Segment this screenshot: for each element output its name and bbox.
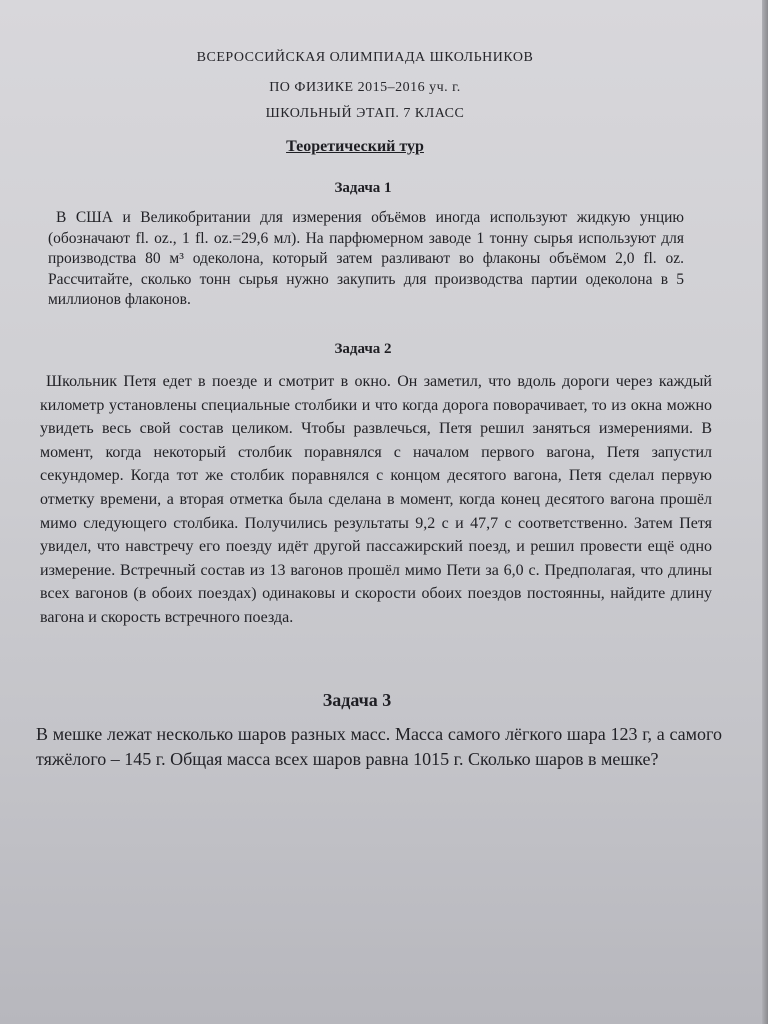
task-3-text: В мешке лежат несколько шаров разных масс. Масса самого лёгкого шара 123 г, а самого тяжёлого – 145 г. Общая масса всех шаров равна 1015 г. Сколько шаров в мешке? — [36, 724, 722, 769]
page-edge — [762, 0, 768, 1024]
olympiad-subject-year: ПО ФИЗИКЕ 2015–2016 уч. г. — [269, 80, 461, 95]
task-2-title: Задача 2 — [334, 341, 392, 357]
task-3-title: Задача 3 — [322, 690, 392, 710]
task-2-text: Школьник Петя едет в поезде и смотрит в окно. Он заметил, что вдоль дороги через каждый километр установлены специальные столбики и что когда дорога поворачивает, то из окна можно увидеть весь свой состав целиком. Чтобы развлечься, Петя решил заняться измерениями. В момент, когда некоторый столбик поравнялся с началом первого вагона, Петя запустил секундомер. Когда тот же столбик поравнялся с концом десятого вагона, Петя сделал первую отметку времени, а вторая отметка была сделана в момент, когда конец десятого вагона прошёл мимо следующего столбика. Получились результаты 9,2 с и 47,7 с соответственно. Затем Петя увидел, что навстречу его поезду идёт другой пассажирский поезд, и решил провести ещё одно измерение. Встречный состав из 13 вагонов прошёл мимо Пети за 6,0 с. Предполагая, что длины всех вагонов (в обоих поездах) одинаковы и скорости обоих поездов постоянны, найдите длину вагона и скорость встречного поезда. — [40, 373, 712, 626]
task-1-title: Задача 1 — [334, 180, 392, 196]
olympiad-stage-grade: ШКОЛЬНЫЙ ЭТАП. 7 КЛАСС — [265, 106, 465, 121]
section-title: Теоретический тур — [286, 138, 424, 155]
task-1-text: В США и Великобритании для измерения объёмов иногда используют жидкую унцию (обозначают fl. oz., 1 fl. oz.=29,6 мл). На парфюмерном заводе 1 тонну сырья используют для производства 80 м³ одеколона, который затем разливают во флаконы объёмом 2,0 fl. oz. Рассчитайте, сколько тонн сырья нужно закупить для производства партии одеколона в 5 миллионов флаконов. — [48, 209, 684, 308]
olympiad-title: ВСЕРОССИЙСКАЯ ОЛИМПИАДА ШКОЛЬНИКОВ — [196, 50, 534, 65]
